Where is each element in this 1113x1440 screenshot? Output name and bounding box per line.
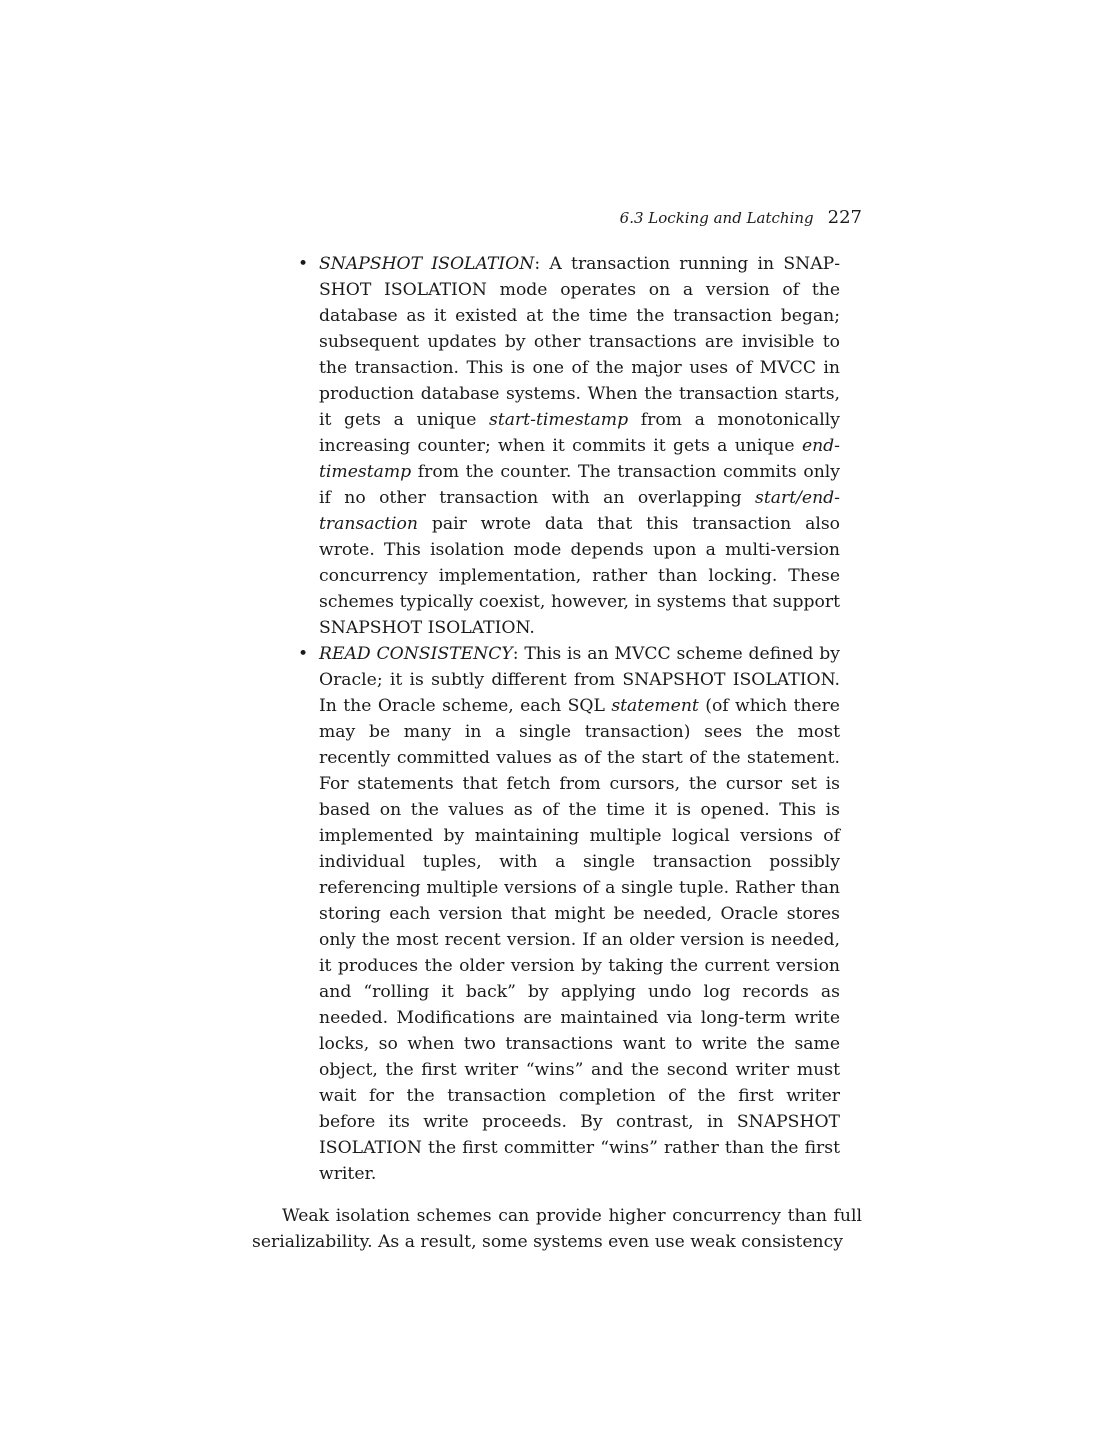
item-text: from the counter. The transaction commits only if no other transaction with an overlapping [319,462,840,508]
item-text: from a monotonically increasing counter; when it commits it gets a unique [319,410,840,456]
list-item-snapshot-isolation [298,251,840,641]
term-read-consistency: READ CONSISTENCY [319,644,513,664]
bullet-icon: • [298,254,309,274]
item-text: : This is an MVCC scheme defined by Oracle; it is subtly different from SNAPSHOT ISOLATION. In the Oracle scheme, each SQL [319,644,840,716]
item-text: pair wrote data that this transaction also wrote. This isolation mode depends upon a multi-version concurrency implementation, rather than locking. These schemes typically coexist, however, in systems that support SNAPSHOT ISOLATION. [319,514,840,638]
emphasis-text: start-timestamp [489,410,629,430]
item-text: (of which there may be many in a single transaction) sees the most recently committed values as of the start of the statement. For statements that fetch from cursors, the cursor set is based on the values as of the time it is opened. This is implemented by maintaining multiple logical versions of individual tuples, with a single transaction possibly referencing multiple versions of a single tuple. Rather than storing each version that might be needed, Oracle stores only the most recent version. If an older version is needed, it produces the older version by taking the current version and “rolling it back” by applying undo log records as needed. Modifications are maintained via long-term write locks, so when two transactions want to write the same object, the first writer “wins” and the second writer must wait for the transaction completion of the first writer before its write proceeds. By contrast, in SNAPSHOT ISOLATION the first committer “wins” rather than the first writer. [319,696,840,1184]
list-item-read-consistency [298,641,840,1187]
page [252,205,862,1272]
item-text: : A transaction running in SNAPSHOT ISOLATION mode operates on a version of the database as it existed at the time the transaction began; subsequent updates by other transactions are invisible to the transaction. This is one of the major uses of MVCC in production database systems. When the transaction starts, it gets a unique [319,254,840,430]
bullet-icon: • [298,644,309,664]
emphasis-text: end-timestamp [319,436,840,482]
running-header [252,205,862,231]
emphasis-text: statement [611,696,699,716]
term-snapshot-isolation: SNAPSHOT ISOLATION [319,254,535,274]
emphasis-text: start/end-transaction [319,488,840,534]
section-title: 6.3 Locking and Latching [619,209,814,227]
body-paragraph: Weak isolation schemes can provide higher concurrency than full serializability. As a result, some systems even use weak consistency [252,1206,862,1252]
page-number: 227 [827,207,862,228]
isolation-list [252,251,862,1187]
